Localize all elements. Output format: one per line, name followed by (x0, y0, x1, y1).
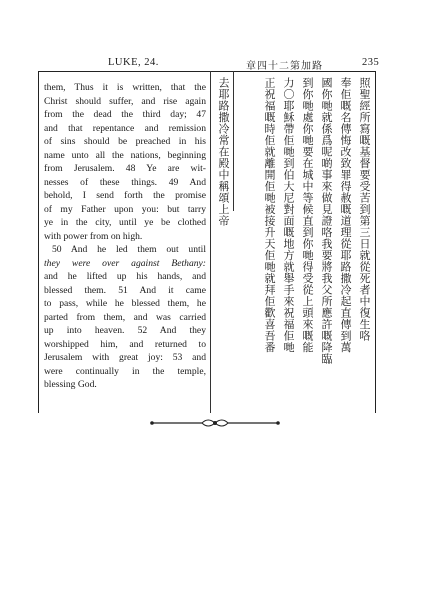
chinese-column: 正祝福嘅時佢就離開佢哋被接升天佢哋就拜佢歡喜吾番 (263, 77, 276, 353)
english-line: up into heaven. 52 And they (44, 325, 206, 336)
english-line: ye in the city, until ye be clothed (44, 217, 206, 228)
english-line: worshipped him, and returned to (44, 338, 206, 350)
chinese-column: 奉佢嘅名傳悔改致罪得赦嘅道理從耶路撒冷起直傳到萬 (339, 77, 352, 353)
chinese-column: 照聖經所寫嘅基督要受苦到第三日就從死者中復生咯 (358, 77, 371, 342)
english-line: and that repentance and remission (44, 122, 206, 134)
running-head-english: LUKE, 24. (108, 57, 159, 68)
frame-top-rule (38, 71, 375, 72)
page-number: 235 (362, 57, 380, 68)
english-line: from the dead the third day; 47 (44, 109, 206, 120)
english-line: Christ should suffer, and rise again (44, 95, 206, 107)
chinese-column: 去耶路撒冷常在殿中稱頌上帝 (217, 77, 230, 227)
running-head-chinese: 章四十二第加路 (246, 61, 323, 72)
english-line: of sins should be preached in his (44, 136, 206, 147)
english-line: to pass, while he blessed them, he (44, 298, 206, 309)
english-line: blessed them. 51 And it came (44, 284, 206, 296)
english-line: parted from them, and was carried (44, 311, 206, 323)
english-line: nesses of these things. 49 And (44, 176, 206, 188)
english-line: blessing God. (44, 379, 97, 390)
english-line: they were over against Bethany: (44, 257, 206, 269)
column-divider (210, 71, 211, 413)
english-line: them, Thus it is written, that the (44, 82, 206, 93)
chinese-column: 到你哋處你哋要在城中等候直到你哋得受從上頭來嘅能 (301, 77, 314, 353)
english-line: with power from on high. (44, 230, 143, 242)
ornament-divider-icon (150, 416, 280, 430)
chinese-column: 國你哋就係爲呢啲事來做見證咯我要將我父所應許嘅降臨 (320, 77, 333, 365)
english-line: 50 And he led them out until (52, 244, 206, 255)
english-text-column (44, 81, 206, 392)
frame-left-rule (38, 71, 39, 413)
english-line: and he lifted up his hands, and (44, 271, 206, 282)
english-line: name unto all the nations, beginning (44, 149, 206, 161)
chinese-column: 力〇耶穌帶佢哋到伯大尼對面嘅地方就舉手來祝福佢哋 (282, 77, 295, 353)
english-line: were continually in the temple, (44, 365, 206, 377)
frame-right-rule (375, 71, 376, 413)
english-line: from Jerusalem. 48 Ye are wit- (44, 163, 206, 174)
english-line: Jerusalem with great joy: 53 and (44, 352, 206, 363)
english-line: of my Father upon you: but tarry (44, 203, 206, 215)
chinese-column-rule (233, 71, 234, 211)
english-line: behold, I send forth the promise (44, 190, 206, 201)
